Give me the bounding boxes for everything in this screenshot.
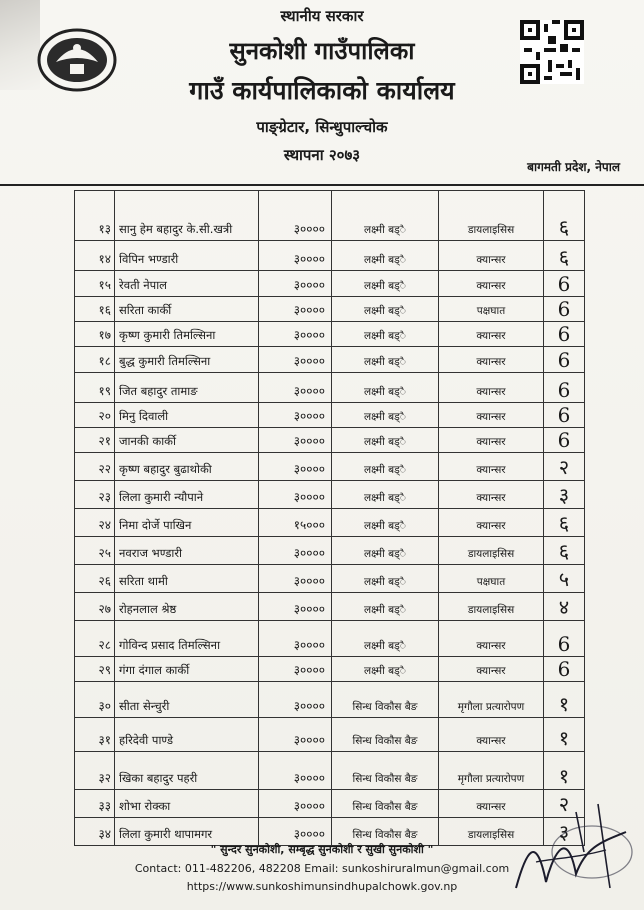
disease-cell: क्यान्सर (439, 621, 544, 657)
disease-cell: क्यान्सर (439, 509, 544, 537)
beneficiary-name-cell: कृष्ण बहादुर बुढाथोकी (115, 453, 259, 481)
beneficiary-name-cell: जानकी कार्की (115, 428, 259, 453)
disease-cell: डायलाइसिस (439, 818, 544, 846)
disease-cell: मृगौला प्रत्यारोपण (439, 682, 544, 718)
serial-number-cell: ३३ (75, 790, 115, 818)
footer-website: https://www.sunkoshimunsindhupalchowk.gov.np (186, 880, 458, 893)
amount-cell: ३०००० (259, 373, 332, 403)
amount-cell: ३०००० (259, 718, 332, 752)
footer-contact: Contact: 011-482206, 482208 Email: sunkoshiruralmun@gmail.com (134, 862, 510, 875)
disease-cell: क्यान्सर (439, 657, 544, 682)
amount-cell: १५००० (259, 509, 332, 537)
count-cell: 6 (544, 347, 585, 373)
table-row (75, 241, 585, 271)
table-row (75, 347, 585, 373)
amount-cell: ३०००० (259, 271, 332, 297)
disease-cell: क्यान्सर (439, 481, 544, 509)
hospital-cell: लक्ष्मी बड्ै (332, 347, 439, 373)
hospital-cell: सिन्ध विकौस बैङ (332, 718, 439, 752)
disease-cell: क्यान्सर (439, 403, 544, 428)
disease-cell: क्यान्सर (439, 453, 544, 481)
count-cell: ६ (544, 241, 585, 271)
hospital-cell: सिन्ध विकौस बैङ (332, 752, 439, 790)
amount-cell: ३०००० (259, 657, 332, 682)
local-government-label: स्थानीय सरकार (280, 7, 364, 25)
disease-cell: क्यान्सर (439, 347, 544, 373)
hospital-cell: लक्ष्मी बड्ै (332, 271, 439, 297)
hospital-cell: लक्ष्मी बड्ै (332, 509, 439, 537)
hospital-cell: लक्ष्मी बड्ै (332, 191, 439, 241)
amount-cell: ३०००० (259, 790, 332, 818)
serial-number-cell: १४ (75, 241, 115, 271)
table-row (75, 403, 585, 428)
table-row (75, 481, 585, 509)
province-label: बागमती प्रदेश, नेपाल (527, 160, 620, 174)
count-cell: १ (544, 718, 585, 752)
amount-cell: ३०००० (259, 191, 332, 241)
disease-cell: पक्षघात (439, 297, 544, 322)
serial-number-cell: २२ (75, 453, 115, 481)
table-row (75, 322, 585, 347)
amount-cell: ३०००० (259, 428, 332, 453)
amount-cell: ३०००० (259, 347, 332, 373)
table-body (75, 191, 585, 846)
beneficiary-name-cell: मिनु दिवाली (115, 403, 259, 428)
table-row (75, 271, 585, 297)
beneficiary-name-cell: गंगा दंगाल कार्की (115, 657, 259, 682)
count-cell: ३ (544, 818, 585, 846)
table-row (75, 537, 585, 565)
beneficiary-name-cell: गोविन्द प्रसाद तिमल्सिना (115, 621, 259, 657)
count-cell: ६ (544, 537, 585, 565)
serial-number-cell: ३२ (75, 752, 115, 790)
established-year: स्थापना २०७३ (283, 146, 361, 164)
hospital-cell: लक्ष्मी बड्ै (332, 481, 439, 509)
count-cell: १ (544, 752, 585, 790)
table-row (75, 191, 585, 241)
count-cell: ५ (544, 565, 585, 593)
count-cell: 6 (544, 271, 585, 297)
serial-number-cell: ३० (75, 682, 115, 718)
table-row (75, 718, 585, 752)
beneficiary-name-cell: रेवती नेपाल (115, 271, 259, 297)
hospital-cell: लक्ष्मी बड्ै (332, 428, 439, 453)
table-row (75, 593, 585, 621)
table-row (75, 297, 585, 322)
hospital-cell: लक्ष्मी बड्ै (332, 657, 439, 682)
count-cell: ६ (544, 191, 585, 241)
office-address: पाङ्ग्रेटार, सिन्धुपाल्चोक (256, 118, 388, 136)
serial-number-cell: २८ (75, 621, 115, 657)
serial-number-cell: १३ (75, 191, 115, 241)
table-row (75, 509, 585, 537)
beneficiary-name-cell: नवराज भण्डारी (115, 537, 259, 565)
beneficiary-name-cell: बुद्ध कुमारी तिमल्सिना (115, 347, 259, 373)
serial-number-cell: १५ (75, 271, 115, 297)
amount-cell: ३०००० (259, 322, 332, 347)
table-row (75, 657, 585, 682)
count-cell: 6 (544, 428, 585, 453)
serial-number-cell: १६ (75, 297, 115, 322)
disease-cell: डायलाइसिस (439, 537, 544, 565)
serial-number-cell: २६ (75, 565, 115, 593)
beneficiary-name-cell: सीता सेन्चुरी (115, 682, 259, 718)
table-row (75, 682, 585, 718)
serial-number-cell: २० (75, 403, 115, 428)
amount-cell: ३०००० (259, 621, 332, 657)
municipality-name: सुनकोशी गाउँपालिका (229, 37, 415, 65)
count-cell: १ (544, 682, 585, 718)
disease-cell: डायलाइसिस (439, 593, 544, 621)
hospital-cell: सिन्ध विकौस बैङ (332, 818, 439, 846)
disease-cell: क्यान्सर (439, 322, 544, 347)
hospital-cell: सिन्ध विकौस बैङ (332, 682, 439, 718)
count-cell: 6 (544, 403, 585, 428)
beneficiary-name-cell: रोहनलाल श्रेष्ठ (115, 593, 259, 621)
count-cell: २ (544, 790, 585, 818)
hospital-cell: लक्ष्मी बड्ै (332, 403, 439, 428)
count-cell: 6 (544, 322, 585, 347)
table-row (75, 752, 585, 790)
beneficiary-table (74, 190, 585, 846)
disease-cell: क्यान्सर (439, 271, 544, 297)
table-row (75, 428, 585, 453)
serial-number-cell: २३ (75, 481, 115, 509)
disease-cell: डायलाइसिस (439, 191, 544, 241)
serial-number-cell: १७ (75, 322, 115, 347)
count-cell: ६ (544, 509, 585, 537)
serial-number-cell: २१ (75, 428, 115, 453)
disease-cell: पक्षघात (439, 565, 544, 593)
beneficiary-name-cell: शोभा रोक्का (115, 790, 259, 818)
amount-cell: ३०००० (259, 593, 332, 621)
disease-cell: क्यान्सर (439, 241, 544, 271)
beneficiary-name-cell: जित बहादुर तामाङ (115, 373, 259, 403)
serial-number-cell: २७ (75, 593, 115, 621)
beneficiary-name-cell: खिका बहादुर पहरी (115, 752, 259, 790)
serial-number-cell: २५ (75, 537, 115, 565)
serial-number-cell: २९ (75, 657, 115, 682)
hospital-cell: लक्ष्मी बड्ै (332, 453, 439, 481)
hospital-cell: लक्ष्मी बड्ै (332, 593, 439, 621)
beneficiary-name-cell: लिला कुमारी थापामगर (115, 818, 259, 846)
count-cell: २ (544, 453, 585, 481)
table-row (75, 373, 585, 403)
disease-cell: क्यान्सर (439, 718, 544, 752)
count-cell: 6 (544, 297, 585, 322)
amount-cell: ३०००० (259, 403, 332, 428)
disease-cell: क्यान्सर (439, 790, 544, 818)
beneficiary-name-cell: लिला कुमारी न्यौपाने (115, 481, 259, 509)
beneficiary-name-cell: सरिता कार्की (115, 297, 259, 322)
count-cell: 6 (544, 657, 585, 682)
amount-cell: ३०००० (259, 818, 332, 846)
count-cell: ३ (544, 481, 585, 509)
hospital-cell: लक्ष्मी बड्ै (332, 537, 439, 565)
serial-number-cell: ३१ (75, 718, 115, 752)
serial-number-cell: २४ (75, 509, 115, 537)
beneficiary-name-cell: सानु हेम बहादुर के.सी.खत्री (115, 191, 259, 241)
hospital-cell: लक्ष्मी बड्ै (332, 297, 439, 322)
hospital-cell: लक्ष्मी बड्ै (332, 373, 439, 403)
amount-cell: ३०००० (259, 453, 332, 481)
header-divider (0, 184, 644, 186)
count-cell: ४ (544, 593, 585, 621)
hospital-cell: लक्ष्मी बड्ै (332, 621, 439, 657)
table-row (75, 621, 585, 657)
disease-cell: क्यान्सर (439, 373, 544, 403)
beneficiary-name-cell: सरिता थामी (115, 565, 259, 593)
footer-slogan: " सुन्दर सुनकोशी, सम्बृद्ध सुनकोशी र सुखी सुनकोशी " (210, 843, 434, 856)
count-cell: 6 (544, 621, 585, 657)
signature-stamp (506, 792, 642, 902)
hospital-cell: लक्ष्मी बड्ै (332, 565, 439, 593)
amount-cell: ३०००० (259, 682, 332, 718)
beneficiary-name-cell: हरिदेवी पाण्डे (115, 718, 259, 752)
count-cell: 6 (544, 373, 585, 403)
office-title: गाउँ कार्यपालिकाको कार्यालय (189, 76, 455, 105)
hospital-cell: लक्ष्मी बड्ै (332, 322, 439, 347)
disease-cell: क्यान्सर (439, 428, 544, 453)
amount-cell: ३०००० (259, 297, 332, 322)
beneficiary-name-cell: कृष्ण कुमारी तिमल्सिना (115, 322, 259, 347)
table-row (75, 453, 585, 481)
amount-cell: ३०००० (259, 241, 332, 271)
serial-number-cell: १८ (75, 347, 115, 373)
amount-cell: ३०००० (259, 481, 332, 509)
table-row (75, 565, 585, 593)
amount-cell: ३०००० (259, 537, 332, 565)
hospital-cell: सिन्ध विकौस बैङ (332, 790, 439, 818)
serial-number-cell: ३४ (75, 818, 115, 846)
beneficiary-name-cell: विपिन भण्डारी (115, 241, 259, 271)
beneficiary-name-cell: निमा दोर्जे पाखिन (115, 509, 259, 537)
disease-cell: मृगौला प्रत्यारोपण (439, 752, 544, 790)
hospital-cell: लक्ष्मी बड्ै (332, 241, 439, 271)
amount-cell: ३०००० (259, 565, 332, 593)
serial-number-cell: १९ (75, 373, 115, 403)
amount-cell: ३०००० (259, 752, 332, 790)
